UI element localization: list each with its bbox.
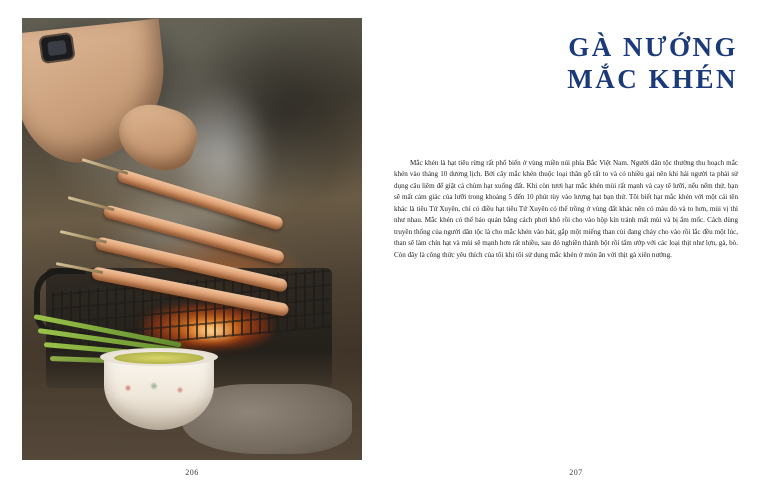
recipe-intro-text: Mắc khén là hạt tiêu rừng rất phổ biến ở vùng miền núi phía Bắc Việt Nam. Người dân tộc thường thu hoạch mắc khén vào tháng 10 dương lịch. Bởi cây mắc khén thuộc loại thân gỗ rất to và có nhiều gai nên khi hái người ta phải sử dụng câu liêm để giật cả chùm hạt xuống đất. Khi còn tươi hạt mắc khén mùi rất mạnh và cay tê lưỡi, nếu nếm thử, bạn sẽ mất cảm giác của lưỡi trong khoảng 5 đến 10 phút tùy vào lượng hạt bạn thử. Tôi biết hạt mắc khén với một cái tên khác là tiêu Tứ Xuyên, chỉ có điều hạt tiêu Tứ Xuyên có thể trồng ở vùng đất khác nên có màu đỏ và to hơn, mùi vị thì như nhau. Mắc khén có thể bảo quản bằng cách phơi khô rồi cho vào hộp kín tránh mất mùi và bị ẩm mốc. Cách dùng truyền thống của người dân tộc là cho mắc khén vào bát, gắp một miếng than củi đang cháy cho vào rồi lắc đều một lúc, than sẽ làm chín hạt và mùi sẽ mạnh hơn rất nhiều, sau đó nghiền thành bột rồi tẩm ướp với các loại thịt như lợn, gà, bò. Còn đây là công thức yêu thích của tôi khi tôi sử dụng mắc khén ở món ăn với thịt gà xiên nướng.: [394, 158, 738, 259]
page-number-left: 206: [185, 468, 199, 477]
right-page: [384, 0, 768, 491]
wristwatch-icon: [40, 34, 73, 62]
dish-photo: [22, 18, 362, 460]
bowl-contents: [114, 352, 204, 364]
recipe-title: [394, 32, 738, 96]
recipe-title-line-2: MẮC KHÉN: [567, 63, 738, 94]
page-number-right: 207: [569, 468, 583, 477]
bowl-floral-decoration: [114, 378, 204, 400]
wristwatch-face: [47, 40, 67, 56]
recipe-title-line-1: GÀ NƯỚNG: [568, 32, 738, 62]
